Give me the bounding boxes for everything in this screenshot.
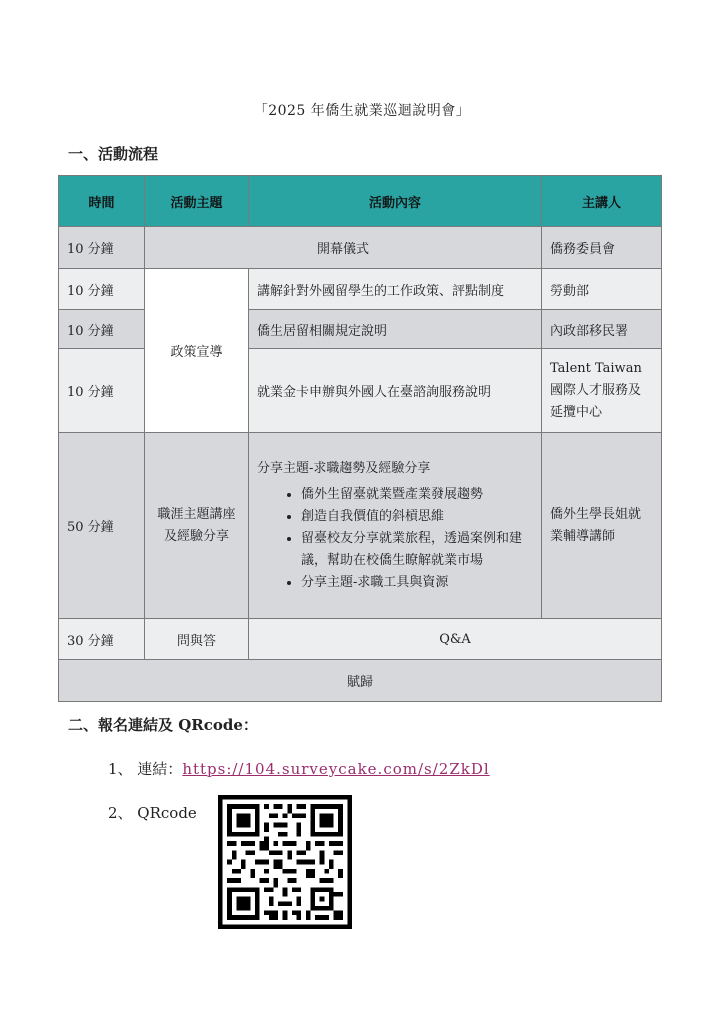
table-row [59, 433, 662, 619]
schedule-table [58, 175, 662, 702]
cell-content: 就業金卡申辦與外國人在臺諮詢服務說明 [249, 349, 542, 433]
bullet-list [257, 484, 533, 594]
cell-time: 10 分鐘 [59, 269, 145, 310]
table-row [59, 227, 662, 269]
cell-closing: 賦歸 [59, 660, 662, 702]
header-topic: 活動主題 [145, 176, 249, 227]
cell-speaker: 僑務委員會 [542, 227, 662, 269]
cell-speaker: Talent Taiwan 國際人才服務及延攬中心 [542, 349, 662, 433]
cell-content [249, 433, 542, 619]
section-heading-registration: 二、報名連結及 QRcode： [68, 716, 258, 734]
list-item: • 分享主題-求職工具與資源 [301, 572, 533, 594]
header-content: 活動內容 [249, 176, 542, 227]
list-item: • 僑外生留臺就業暨產業發展趨勢 [301, 484, 533, 506]
cell-time: 30 分鐘 [59, 619, 145, 660]
page-title: 「2025 年僑生就業巡迴說明會」 [253, 103, 471, 119]
cell-policy-topic: 政策宣導 [145, 269, 249, 433]
cell-topic: 職涯主題講座及經驗分享 [145, 433, 249, 619]
cell-time: 10 分鐘 [59, 227, 145, 269]
cell-content: 開幕儀式 [145, 227, 542, 269]
cell-speaker: 內政部移民署 [542, 310, 662, 349]
cell-speaker: 勞動部 [542, 269, 662, 310]
list-item: • 創造自我價值的斜槓思維 [301, 506, 533, 528]
table-row [59, 269, 662, 310]
cell-time: 10 分鐘 [59, 310, 145, 349]
cell-content: 講解針對外國留學生的工作政策、評點制度 [249, 269, 542, 310]
table-row [59, 619, 662, 660]
list-item: • 留臺校友分享就業旅程，透過案例和建議，幫助在校僑生瞭解就業市場 [301, 528, 533, 572]
cell-time: 10 分鐘 [59, 349, 145, 433]
qr-label: 2、 QRcode [108, 804, 197, 822]
cell-content: 僑生居留相關規定說明 [249, 310, 542, 349]
registration-link-line [108, 758, 490, 779]
header-time: 時間 [59, 176, 145, 227]
table-header-row [59, 176, 662, 227]
qr-code-image[interactable] [218, 795, 352, 929]
content-heading: 分享主題-求職趨勢及經驗分享 [257, 460, 431, 476]
table-row [59, 660, 662, 702]
registration-link[interactable]: https://104.surveycake.com/s/2ZkDl [182, 760, 490, 778]
link-label: 1、 連結： [108, 760, 183, 778]
cell-time: 50 分鐘 [59, 433, 145, 619]
cell-speaker: 僑外生學長姐就業輔導講師 [542, 433, 662, 619]
header-speaker: 主講人 [542, 176, 662, 227]
cell-topic: 問與答 [145, 619, 249, 660]
cell-content: Q&A [249, 619, 662, 660]
section-heading-schedule: 一、活動流程 [68, 145, 159, 163]
